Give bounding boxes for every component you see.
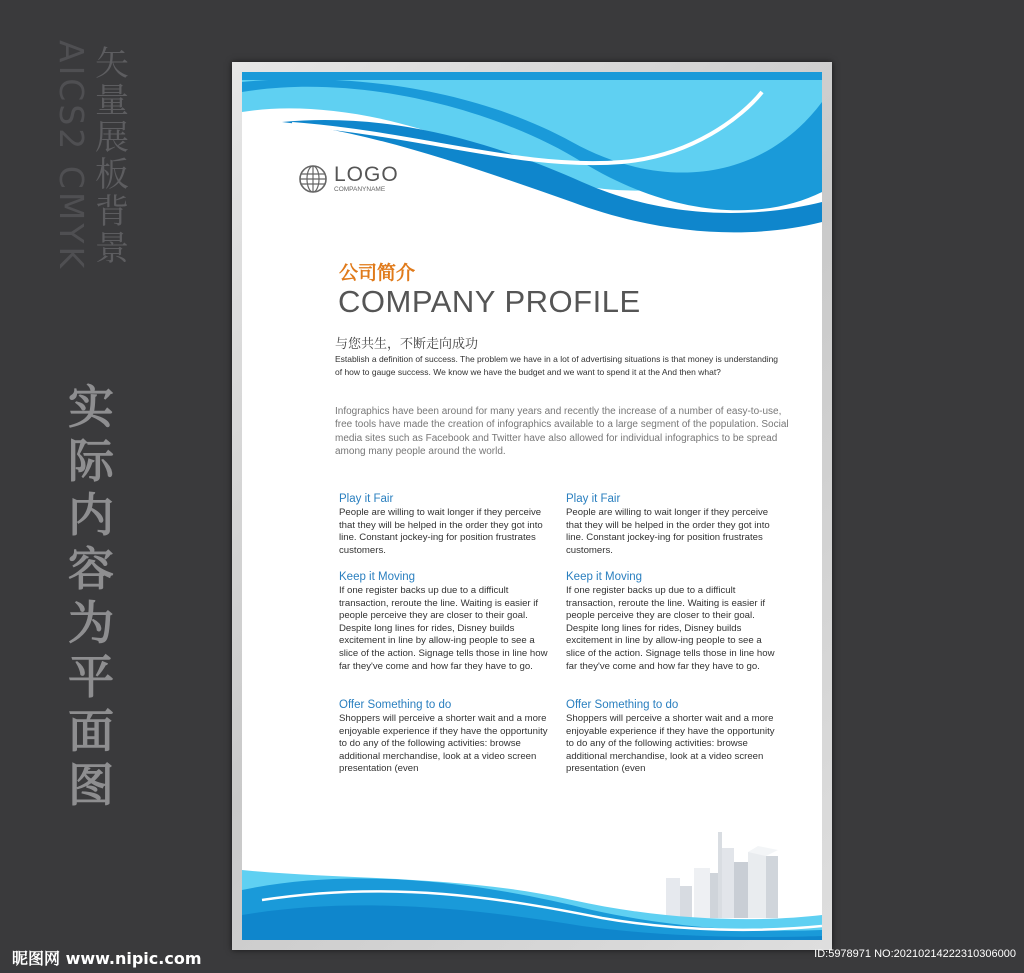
- side-main-caption: 实际内容为平面图: [68, 380, 114, 812]
- side-vertical-caption: 矢量展板背景: [95, 44, 129, 269]
- top-wave-graphic: [242, 72, 822, 242]
- watermark-site: 昵图网 www.nipic.com: [12, 949, 202, 968]
- section-offer-something: [339, 698, 549, 776]
- poster-board: [242, 72, 822, 940]
- section-keep-it-moving: [339, 570, 549, 673]
- watermark-id: ID:5978971 NO:20210214222310306000: [814, 948, 1016, 960]
- section-play-it-fair: [339, 492, 549, 557]
- section-heading: Offer Something to do: [339, 699, 452, 711]
- section-body: If one register backs up due to a difficult transaction, reroute the line. Waiting is easier if people perceive they are closer to their goal. Despite long lines for rides, Disney builds excitement in line by allow-ing people to see a slice of the action. Signage tells those in line how far they've come and how far they have to go.: [339, 585, 548, 672]
- section-heading: Keep it Moving: [566, 571, 643, 583]
- section-heading: Offer Something to do: [566, 699, 679, 711]
- section-heading: Play it Fair: [339, 493, 394, 505]
- section-body: People are willing to wait longer if they perceive that they will be helped in the order they got into line. Constant jockey-ing for position frustrates customers.: [566, 507, 770, 556]
- globe-icon: [298, 164, 328, 194]
- company-profile-title: COMPANY PROFILE: [338, 284, 641, 319]
- section-heading: Keep it Moving: [339, 571, 416, 583]
- bottom-wave-graphic: [242, 860, 822, 940]
- logo-block: [298, 164, 399, 194]
- poster-frame: [232, 62, 832, 950]
- body-paragraph: Infographics have been around for many years and recently the increase of a number of easy-to-use, free tools have made the creation of infographics available to a large segment of the population. Social media sites such as Facebook and Twitter have also allowed for individual infographics to be spread among many people around the world.: [335, 406, 789, 458]
- chinese-subtitle: 与您共生，不断走向成功: [335, 337, 479, 352]
- logo-wordmark: LOGO: [334, 162, 399, 186]
- intro-paragraph: Establish a definition of success. The problem we have in a lot of advertising situations is that money is understanding of how to gauge success. We know we have the budget and we want to spend it at the And then what?: [335, 354, 779, 377]
- watermark-bar: [0, 938, 1024, 973]
- section-keep-it-moving: [566, 570, 776, 673]
- section-body: People are willing to wait longer if they perceive that they will be helped in the order they got into line. Constant jockey-ing for position frustrates customers.: [339, 507, 543, 556]
- section-body: Shoppers will perceive a shorter wait and a more enjoyable experience if they have the opportunity to do any of the following activities: browse additional merchandise, look at a video screen presentation (even: [339, 713, 548, 775]
- side-rotated-caption: AICS2 CMYK: [52, 40, 91, 272]
- section-body: If one register backs up due to a difficult transaction, reroute the line. Waiting is easier if people perceive they are closer to their goal. Despite long lines for rides, Disney builds excitement in line by allow-ing people to see a slice of the action. Signage tells those in line how far they've come and how far they have to go.: [566, 585, 775, 672]
- logo-company-name: COMPANYNAME: [334, 185, 386, 193]
- section-body: Shoppers will perceive a shorter wait and a more enjoyable experience if they have the opportunity to do any of the following activities: browse additional merchandise, look at a video screen presentation (even: [566, 713, 775, 775]
- section-play-it-fair: [566, 492, 776, 557]
- section-heading: Play it Fair: [566, 493, 621, 505]
- section-offer-something: [566, 698, 776, 776]
- chinese-title: 公司简介: [339, 262, 416, 284]
